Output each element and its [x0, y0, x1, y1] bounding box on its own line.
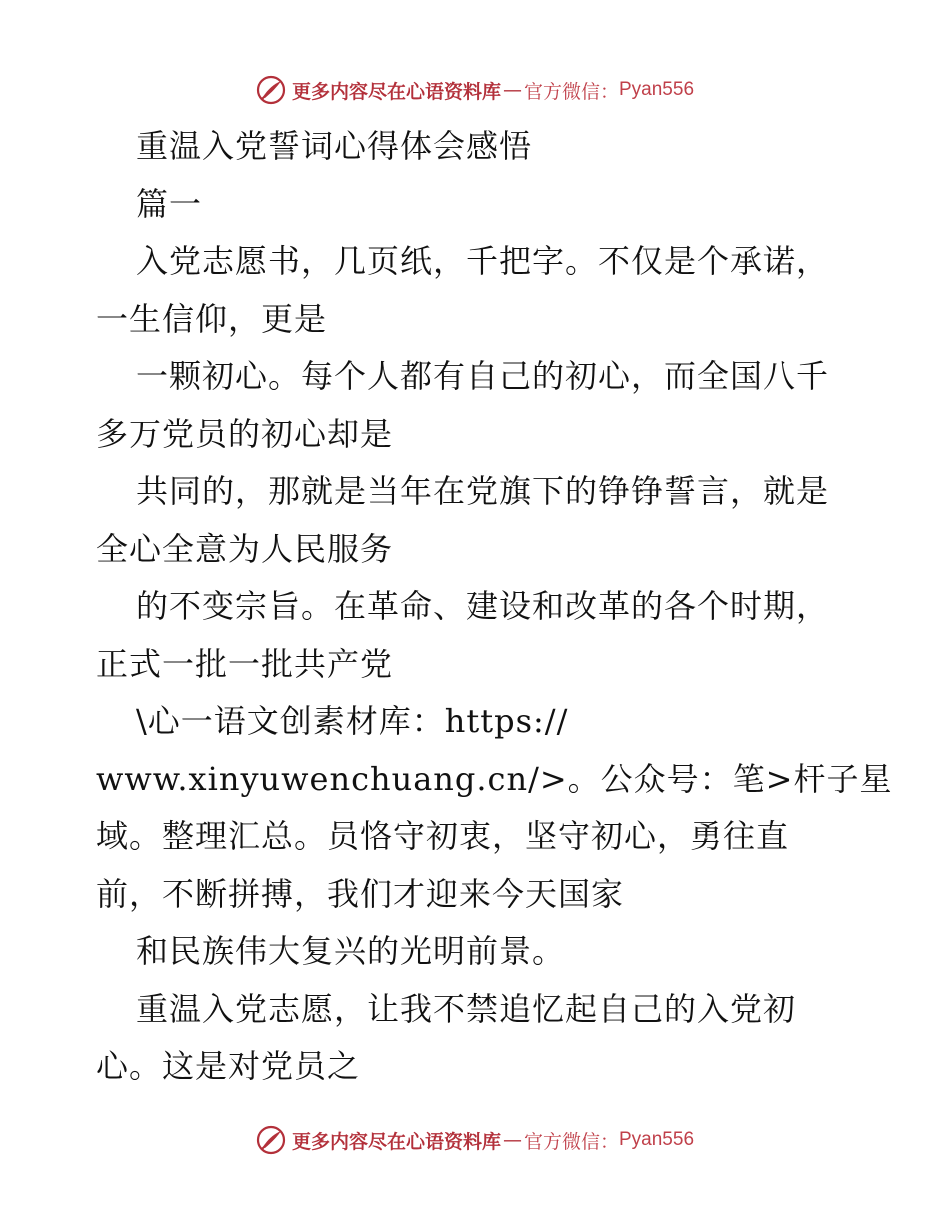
text-line: 的不变宗旨。在革命、建设和改革的各个时期， — [136, 587, 830, 625]
text-line: 前，不断拼搏，我们才迎来今天国家 — [96, 874, 625, 913]
text-line: 正式一批一批共产党 — [96, 644, 394, 683]
document-body — [96, 118, 893, 1096]
footer-separator: — — [502, 1129, 522, 1151]
text-line: 域。整理汇总。员恪守初衷，坚守初心，勇往直 — [96, 817, 790, 855]
text-line: 入党志愿书，几页纸，千把字。不仅是个承诺， — [136, 242, 830, 280]
text-line: 全心全意为人民服务 — [96, 529, 394, 568]
header-wechat-label: 官方微信： — [523, 80, 619, 103]
text-line: 多万党员的初心却是 — [96, 414, 394, 453]
text-line: 和民族伟大复兴的光明前景。 — [136, 932, 566, 970]
feather-pen-logo-icon — [256, 75, 286, 105]
footer-wechat-handle: Pyan556 — [619, 1129, 695, 1150]
footer-banner — [0, 1120, 950, 1160]
text-line: 心。这是对党员之 — [96, 1047, 361, 1085]
header-wechat-handle: Pyan556 — [619, 79, 695, 100]
text-line-url-prefix: \心一语文创素材库：https:// — [136, 702, 569, 740]
header-banner — [0, 70, 950, 110]
header-separator: — — [502, 79, 522, 101]
header-site-name: 更多内容尽在心语资料库 — [291, 80, 501, 103]
text-line: 一生信仰，更是 — [96, 299, 328, 338]
text-line: 共同的，那就是当年在党旗下的铮铮誓言，就是 — [136, 472, 830, 510]
section-heading: 篇一 — [136, 184, 203, 223]
text-line-url: www.xinyuwenchuang.cn/>。公众号：笔>杆子星 — [96, 759, 893, 798]
text-line: 一颗初心。每个人都有自己的初心，而全国八千 — [136, 357, 830, 395]
footer-wechat-label: 官方微信： — [523, 1130, 619, 1153]
footer-site-name: 更多内容尽在心语资料库 — [291, 1130, 501, 1153]
feather-pen-logo-icon — [256, 1125, 286, 1155]
text-line: 重温入党志愿，让我不禁追忆起自己的入党初 — [136, 989, 797, 1028]
document-title: 重温入党誓词心得体会感悟 — [136, 127, 533, 165]
